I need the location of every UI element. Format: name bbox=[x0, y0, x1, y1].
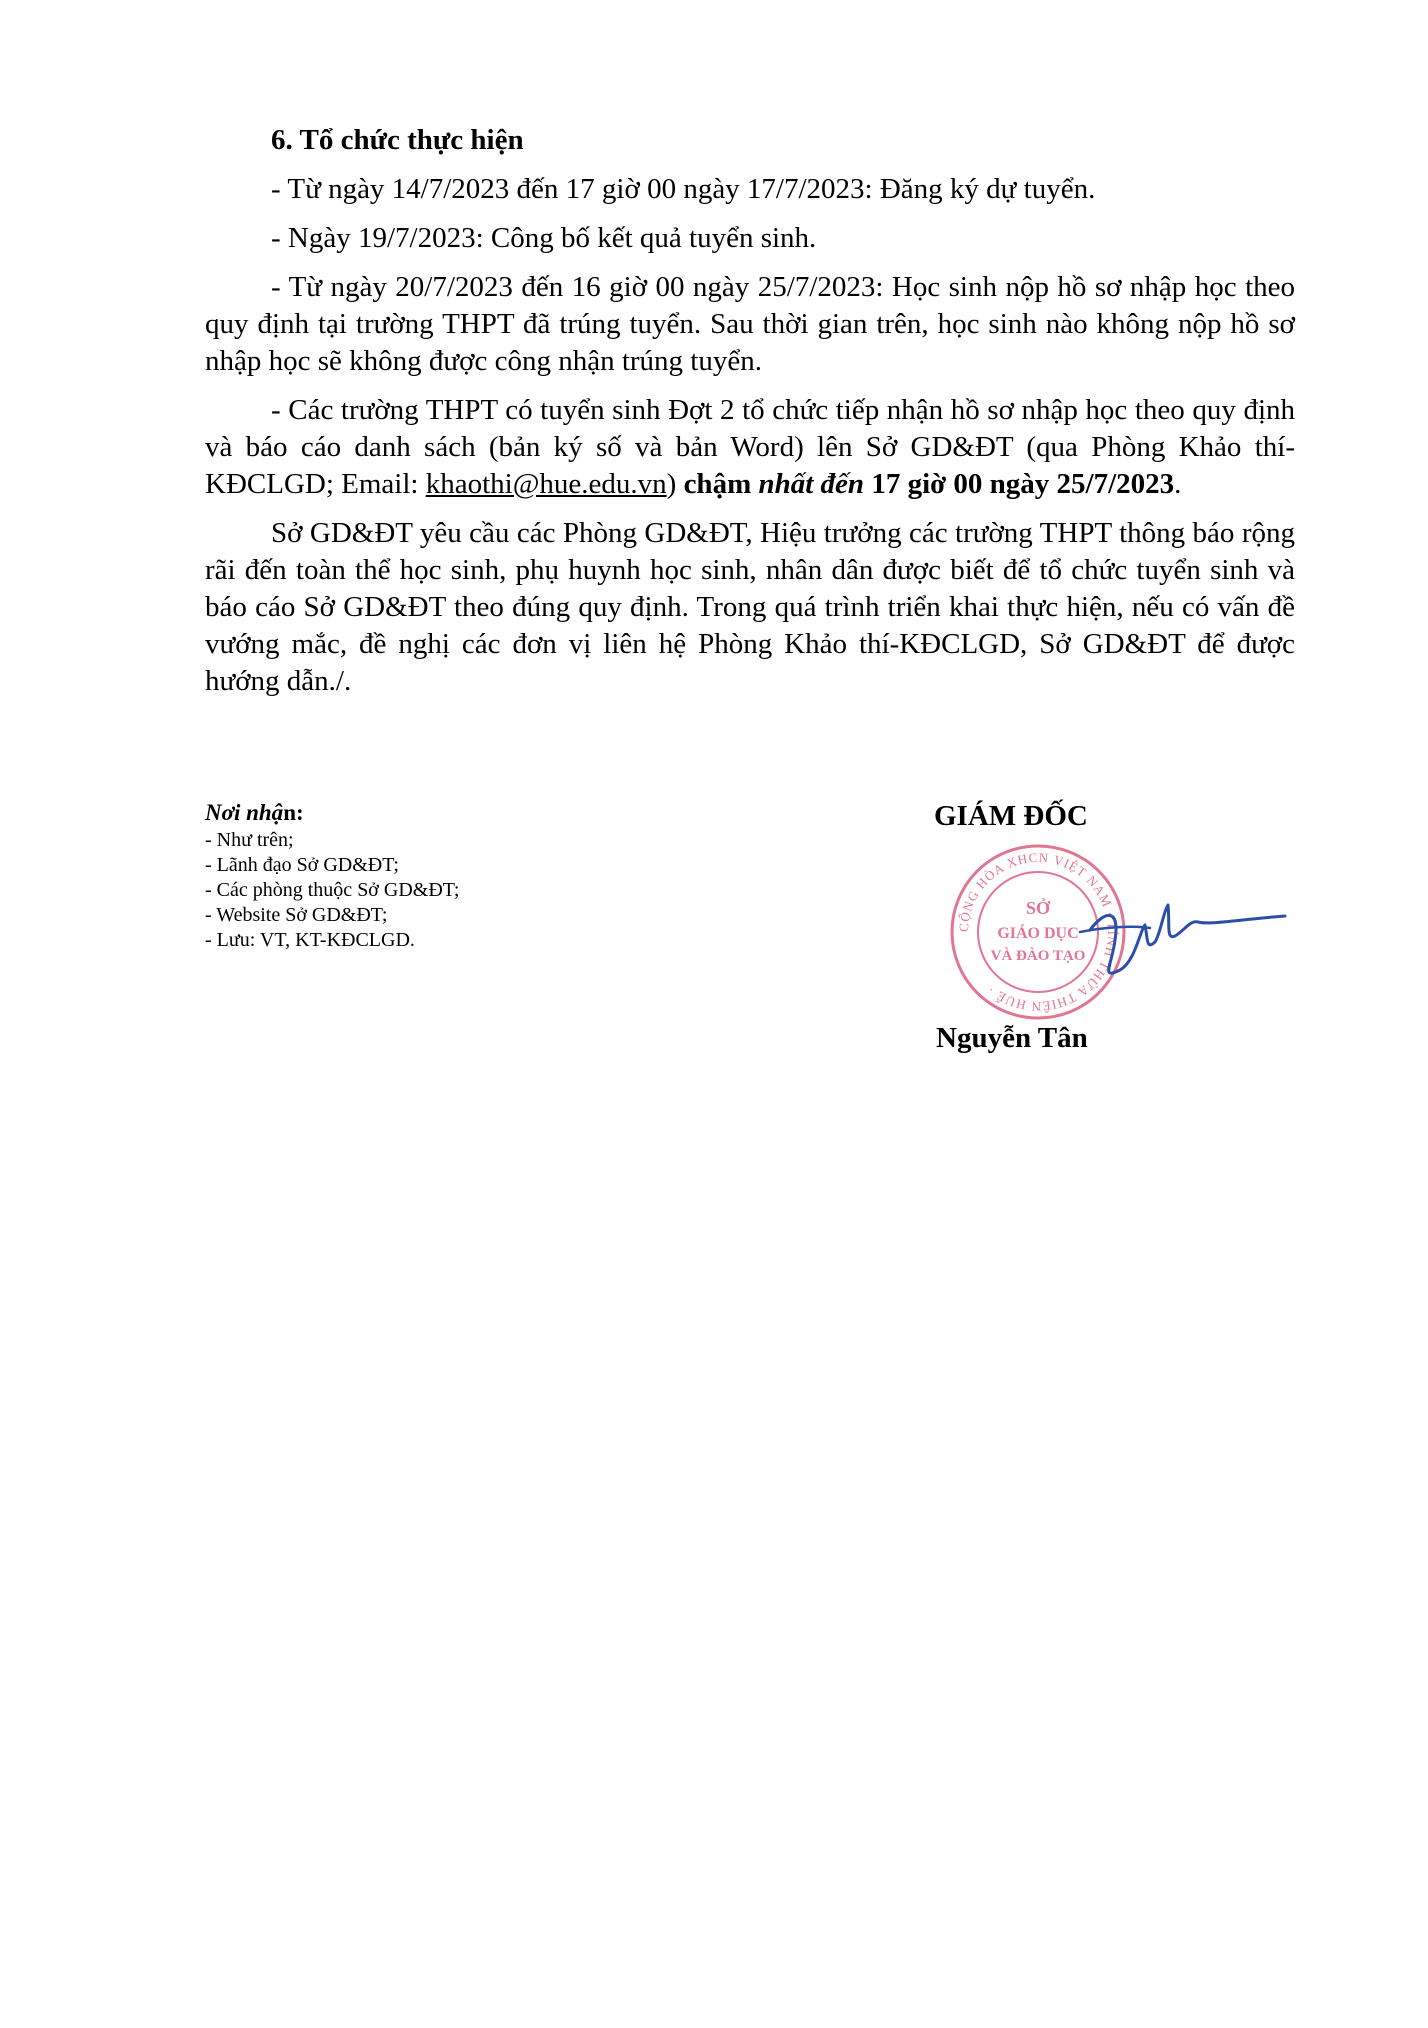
stamp-line-3: VÀ ĐÀO TẠO bbox=[990, 948, 1086, 964]
section-heading: 6. Tổ chức thực hiện bbox=[271, 124, 524, 156]
stamp-line-1: SỞ bbox=[1025, 898, 1051, 918]
recipients-block bbox=[205, 798, 725, 953]
report-text-end: . bbox=[1174, 468, 1182, 500]
schedule-item-registration: - Từ ngày 14/7/2023 đến 17 giờ 00 ngày 17/7/2023: Đăng ký dự tuyển. bbox=[271, 173, 1096, 205]
email-link[interactable]: khaothi@hue.edu.vn bbox=[425, 468, 667, 500]
recipients-title-italic: Nơi nhậ bbox=[205, 800, 284, 825]
schedule-item-report bbox=[205, 392, 1295, 503]
closing-paragraph: Sở GD&ĐT yêu cầu các Phòng GD&ĐT, Hiệu trưởng các trường THPT thông báo rộng rãi đến toàn thể học sinh, phụ huynh học sinh, nhân dân được biết để tổ chức tuyển sinh và báo cáo Sở GD&ĐT theo đúng quy định. Trong quá trình triển khai thực hiện, nếu có vấn đề vướng mắc, đề nghị các đơn vị liên hệ Phòng Khảo thí-KĐCLGD, Sở GD&ĐT để được hướng dẫn./. bbox=[205, 517, 1295, 697]
handwritten-signature-icon bbox=[1060, 870, 1290, 1000]
signer-name: Nguyễn Tân bbox=[936, 1022, 1088, 1054]
document-body bbox=[205, 122, 1295, 712]
recipient-item: - Lưu: VT, KT-KĐCLGD. bbox=[205, 929, 415, 951]
report-text-after-email: ) bbox=[666, 468, 684, 500]
stamp-ring-text: CỘNG HÒA XHCN VIỆT NAM · TỈNH THỪA THIÊN HUẾ · bbox=[955, 849, 1121, 1015]
schedule-item-results: - Ngày 19/7/2023: Công bố kết quả tuyển sinh. bbox=[271, 222, 817, 254]
report-text: - Các trường THPT có tuyển sinh Đợt 2 tổ chức tiếp nhận hồ sơ nhập học theo quy định và báo cáo danh sách (bản ký số và bản Word) lên Sở GD&ĐT (qua Phòng Khảo thí-KĐCLGD; Email: bbox=[205, 394, 1295, 500]
deadline-text-3: 17 giờ 00 ngày 25/7/2023 bbox=[864, 468, 1175, 500]
stamp-line-2: GIÁO DỤC bbox=[997, 925, 1079, 942]
deadline-text-2: nhất đến bbox=[758, 468, 865, 500]
recipient-item: - Các phòng thuộc Sở GD&ĐT; bbox=[205, 879, 460, 901]
recipients-title bbox=[205, 798, 725, 828]
signer-role: GIÁM ĐỐC bbox=[934, 800, 1088, 832]
deadline-text-1: chậm bbox=[683, 468, 759, 500]
recipient-item: - Lãnh đạo Sở GD&ĐT; bbox=[205, 854, 399, 876]
recipient-item: - Website Sở GD&ĐT; bbox=[205, 904, 388, 926]
recipient-item: - Như trên; bbox=[205, 829, 294, 851]
schedule-item-submission: - Từ ngày 20/7/2023 đến 16 giờ 00 ngày 25/7/2023: Học sinh nộp hồ sơ nhập học theo quy định tại trường THPT đã trúng tuyển. Sau thời gian trên, học sinh nào không nộp hồ sơ nhập học sẽ không được công nhận trúng tuyển. bbox=[205, 271, 1295, 377]
recipients-title-rest: n: bbox=[283, 800, 304, 825]
